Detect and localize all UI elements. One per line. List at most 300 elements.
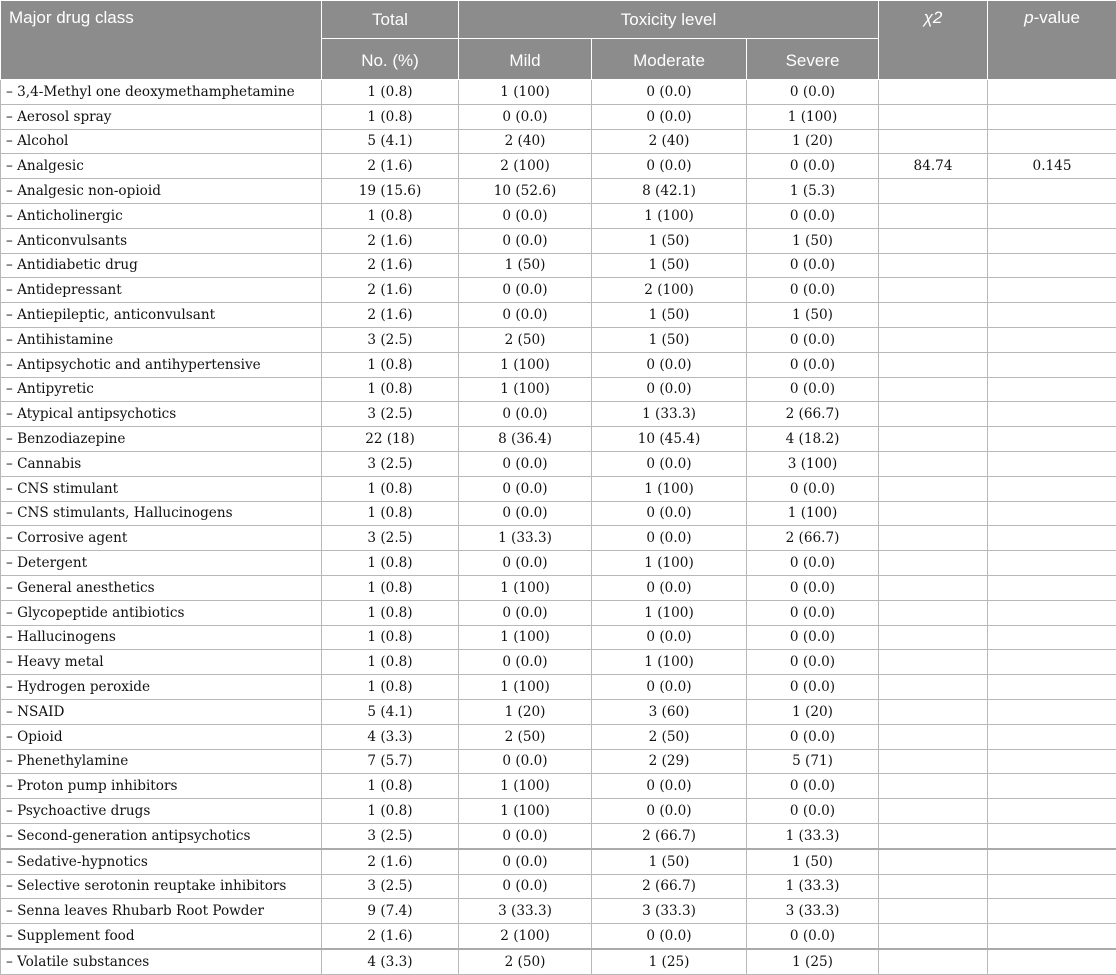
- cell-moderate: 0 (0.0): [592, 501, 747, 526]
- table-row: [1, 278, 1116, 303]
- cell-chi2: [879, 799, 988, 824]
- cell-mild: 8 (36.4): [459, 427, 592, 452]
- cell-moderate: 2 (40): [592, 129, 747, 154]
- cell-mild: 0 (0.0): [459, 104, 592, 129]
- header-toxicity-level: Toxicity level: [459, 1, 879, 39]
- cell-chi2: [879, 253, 988, 278]
- cell-moderate: 3 (60): [592, 699, 747, 724]
- cell-total: 1 (0.8): [322, 377, 459, 402]
- table-row: [1, 575, 1116, 600]
- table-row: [1, 551, 1116, 576]
- cell-total: 1 (0.8): [322, 80, 459, 105]
- cell-drug-class: – Proton pump inhibitors: [1, 774, 322, 799]
- cell-moderate: 1 (100): [592, 551, 747, 576]
- table-row: [1, 377, 1116, 402]
- cell-total: 1 (0.8): [322, 799, 459, 824]
- cell-p-value: [988, 874, 1116, 899]
- cell-severe: 1 (100): [747, 501, 879, 526]
- cell-drug-class: – General anesthetics: [1, 575, 322, 600]
- cell-severe: 0 (0.0): [747, 551, 879, 576]
- table-row: [1, 749, 1116, 774]
- cell-drug-class: – Anticonvulsants: [1, 228, 322, 253]
- cell-chi2: [879, 526, 988, 551]
- cell-total: 5 (4.1): [322, 129, 459, 154]
- cell-p-value: [988, 402, 1116, 427]
- cell-moderate: 1 (100): [592, 650, 747, 675]
- cell-chi2: [879, 600, 988, 625]
- cell-mild: 1 (100): [459, 377, 592, 402]
- table-row: [1, 154, 1116, 179]
- cell-moderate: 1 (50): [592, 228, 747, 253]
- cell-severe: 0 (0.0): [747, 352, 879, 377]
- table-row: [1, 899, 1116, 924]
- cell-drug-class: – Antipsychotic and antihypertensive: [1, 352, 322, 377]
- cell-total: 2 (1.6): [322, 154, 459, 179]
- cell-drug-class: – Hydrogen peroxide: [1, 675, 322, 700]
- cell-total: 3 (2.5): [322, 874, 459, 899]
- cell-drug-class: – Atypical antipsychotics: [1, 402, 322, 427]
- cell-p-value: [988, 253, 1116, 278]
- cell-drug-class: – Antihistamine: [1, 327, 322, 352]
- cell-moderate: 1 (50): [592, 303, 747, 328]
- cell-severe: 0 (0.0): [747, 278, 879, 303]
- header-p-value: [988, 1, 1116, 80]
- cell-total: 19 (15.6): [322, 179, 459, 204]
- cell-total: 2 (1.6): [322, 849, 459, 874]
- table-row: [1, 924, 1116, 949]
- cell-moderate: 0 (0.0): [592, 774, 747, 799]
- cell-drug-class: – Glycopeptide antibiotics: [1, 600, 322, 625]
- cell-chi2: 84.74: [879, 154, 988, 179]
- table-row: [1, 823, 1116, 848]
- cell-chi2: [879, 129, 988, 154]
- cell-drug-class: – Sedative-hypnotics: [1, 849, 322, 874]
- cell-mild: 2 (40): [459, 129, 592, 154]
- cell-severe: 2 (66.7): [747, 526, 879, 551]
- cell-moderate: 1 (100): [592, 600, 747, 625]
- cell-p-value: [988, 327, 1116, 352]
- cell-p-value: [988, 501, 1116, 526]
- cell-severe: 3 (100): [747, 451, 879, 476]
- table-row: [1, 724, 1116, 749]
- cell-mild: 1 (100): [459, 575, 592, 600]
- cell-p-value: [988, 949, 1116, 974]
- cell-total: 1 (0.8): [322, 203, 459, 228]
- cell-p-value: [988, 699, 1116, 724]
- cell-moderate: 2 (100): [592, 278, 747, 303]
- cell-chi2: [879, 451, 988, 476]
- cell-severe: 1 (50): [747, 849, 879, 874]
- cell-mild: 2 (50): [459, 724, 592, 749]
- cell-severe: 1 (20): [747, 699, 879, 724]
- cell-chi2: [879, 303, 988, 328]
- cell-drug-class: – Antipyretic: [1, 377, 322, 402]
- cell-p-value: [988, 823, 1116, 848]
- table-row: [1, 874, 1116, 899]
- cell-severe: 2 (66.7): [747, 402, 879, 427]
- cell-drug-class: – NSAID: [1, 699, 322, 724]
- cell-p-value: [988, 129, 1116, 154]
- cell-chi2: [879, 104, 988, 129]
- cell-p-value: [988, 228, 1116, 253]
- cell-chi2: [879, 476, 988, 501]
- cell-severe: 3 (33.3): [747, 899, 879, 924]
- table-row: [1, 849, 1116, 874]
- cell-severe: 0 (0.0): [747, 80, 879, 105]
- cell-total: 1 (0.8): [322, 551, 459, 576]
- cell-chi2: [879, 625, 988, 650]
- cell-p-value: [988, 179, 1116, 204]
- cell-total: 1 (0.8): [322, 675, 459, 700]
- cell-total: 9 (7.4): [322, 899, 459, 924]
- cell-total: 3 (2.5): [322, 823, 459, 848]
- cell-chi2: [879, 874, 988, 899]
- table-row: [1, 774, 1116, 799]
- cell-severe: 4 (18.2): [747, 427, 879, 452]
- cell-chi2: [879, 551, 988, 576]
- table-row: [1, 526, 1116, 551]
- header-p-label: p: [1024, 8, 1033, 27]
- cell-mild: 0 (0.0): [459, 278, 592, 303]
- cell-moderate: 10 (45.4): [592, 427, 747, 452]
- cell-p-value: [988, 600, 1116, 625]
- cell-mild: 3 (33.3): [459, 899, 592, 924]
- cell-total: 22 (18): [322, 427, 459, 452]
- cell-severe: 0 (0.0): [747, 625, 879, 650]
- cell-moderate: 1 (100): [592, 203, 747, 228]
- cell-mild: 1 (50): [459, 253, 592, 278]
- cell-total: 1 (0.8): [322, 104, 459, 129]
- cell-p-value: [988, 80, 1116, 105]
- cell-mild: 2 (100): [459, 154, 592, 179]
- cell-mild: 0 (0.0): [459, 650, 592, 675]
- cell-drug-class: – CNS stimulants, Hallucinogens: [1, 501, 322, 526]
- cell-drug-class: – Analgesic non-opioid: [1, 179, 322, 204]
- cell-mild: 1 (100): [459, 625, 592, 650]
- cell-total: 2 (1.6): [322, 924, 459, 949]
- cell-drug-class: – Antidepressant: [1, 278, 322, 303]
- cell-moderate: 3 (33.3): [592, 899, 747, 924]
- cell-chi2: [879, 774, 988, 799]
- cell-moderate: 1 (50): [592, 327, 747, 352]
- cell-total: 1 (0.8): [322, 352, 459, 377]
- cell-mild: 2 (50): [459, 327, 592, 352]
- cell-p-value: [988, 526, 1116, 551]
- cell-severe: 0 (0.0): [747, 650, 879, 675]
- cell-moderate: 1 (100): [592, 476, 747, 501]
- table-row: [1, 303, 1116, 328]
- header-p-suffix: -value: [1034, 8, 1080, 27]
- cell-p-value: [988, 303, 1116, 328]
- cell-p-value: [988, 551, 1116, 576]
- cell-mild: 1 (100): [459, 774, 592, 799]
- cell-chi2: [879, 278, 988, 303]
- cell-drug-class: – Selective serotonin reuptake inhibitors: [1, 874, 322, 899]
- cell-mild: 0 (0.0): [459, 203, 592, 228]
- cell-severe: 0 (0.0): [747, 675, 879, 700]
- table-row: [1, 799, 1116, 824]
- cell-drug-class: – Supplement food: [1, 924, 322, 949]
- cell-total: 4 (3.3): [322, 724, 459, 749]
- cell-p-value: [988, 104, 1116, 129]
- cell-severe: 1 (50): [747, 228, 879, 253]
- cell-total: 1 (0.8): [322, 600, 459, 625]
- cell-drug-class: – Anticholinergic: [1, 203, 322, 228]
- cell-p-value: [988, 575, 1116, 600]
- cell-total: 1 (0.8): [322, 650, 459, 675]
- cell-chi2: [879, 427, 988, 452]
- header-mild: Mild: [459, 39, 592, 80]
- cell-drug-class: – CNS stimulant: [1, 476, 322, 501]
- cell-total: 2 (1.6): [322, 253, 459, 278]
- cell-mild: 0 (0.0): [459, 600, 592, 625]
- cell-severe: 0 (0.0): [747, 799, 879, 824]
- cell-mild: 0 (0.0): [459, 303, 592, 328]
- cell-chi2: [879, 575, 988, 600]
- table-row: [1, 650, 1116, 675]
- cell-p-value: [988, 849, 1116, 874]
- table-row: [1, 476, 1116, 501]
- cell-chi2: [879, 203, 988, 228]
- table-row: [1, 129, 1116, 154]
- cell-drug-class: – Corrosive agent: [1, 526, 322, 551]
- cell-chi2: [879, 179, 988, 204]
- cell-mild: 0 (0.0): [459, 551, 592, 576]
- cell-chi2: [879, 501, 988, 526]
- table-row: [1, 699, 1116, 724]
- table-row: [1, 427, 1116, 452]
- cell-mild: 10 (52.6): [459, 179, 592, 204]
- table-row: [1, 203, 1116, 228]
- cell-severe: 1 (25): [747, 949, 879, 974]
- cell-moderate: 2 (29): [592, 749, 747, 774]
- cell-drug-class: – Second-generation antipsychotics: [1, 823, 322, 848]
- cell-p-value: [988, 476, 1116, 501]
- cell-p-value: [988, 675, 1116, 700]
- cell-drug-class: – Detergent: [1, 551, 322, 576]
- cell-drug-class: – Antidiabetic drug: [1, 253, 322, 278]
- table-row: [1, 949, 1116, 974]
- cell-moderate: 1 (50): [592, 849, 747, 874]
- cell-chi2: [879, 924, 988, 949]
- cell-moderate: 0 (0.0): [592, 799, 747, 824]
- cell-drug-class: – 3,4-Methyl one deoxymethamphetamine: [1, 80, 322, 105]
- cell-total: 2 (1.6): [322, 303, 459, 328]
- cell-moderate: 1 (50): [592, 253, 747, 278]
- cell-severe: 0 (0.0): [747, 774, 879, 799]
- cell-p-value: [988, 278, 1116, 303]
- cell-severe: 5 (71): [747, 749, 879, 774]
- cell-drug-class: – Alcohol: [1, 129, 322, 154]
- cell-moderate: 0 (0.0): [592, 352, 747, 377]
- header-moderate: Moderate: [592, 39, 747, 80]
- cell-p-value: [988, 749, 1116, 774]
- cell-moderate: 0 (0.0): [592, 80, 747, 105]
- cell-drug-class: – Phenethylamine: [1, 749, 322, 774]
- cell-chi2: [879, 823, 988, 848]
- cell-chi2: [879, 80, 988, 105]
- cell-chi2: [879, 749, 988, 774]
- cell-mild: 1 (100): [459, 80, 592, 105]
- cell-p-value: 0.145: [988, 154, 1116, 179]
- cell-total: 2 (1.6): [322, 278, 459, 303]
- cell-p-value: [988, 203, 1116, 228]
- cell-severe: 1 (100): [747, 104, 879, 129]
- cell-drug-class: – Analgesic: [1, 154, 322, 179]
- table-row: [1, 501, 1116, 526]
- cell-total: 1 (0.8): [322, 575, 459, 600]
- cell-p-value: [988, 427, 1116, 452]
- cell-severe: 0 (0.0): [747, 924, 879, 949]
- cell-moderate: 0 (0.0): [592, 104, 747, 129]
- cell-p-value: [988, 924, 1116, 949]
- cell-severe: 1 (20): [747, 129, 879, 154]
- cell-drug-class: – Volatile substances: [1, 949, 322, 974]
- cell-severe: 1 (33.3): [747, 823, 879, 848]
- table-row: [1, 228, 1116, 253]
- cell-moderate: 0 (0.0): [592, 154, 747, 179]
- cell-drug-class: – Senna leaves Rhubarb Root Powder: [1, 899, 322, 924]
- table-row: [1, 253, 1116, 278]
- cell-drug-class: – Opioid: [1, 724, 322, 749]
- cell-chi2: [879, 949, 988, 974]
- cell-moderate: 8 (42.1): [592, 179, 747, 204]
- cell-p-value: [988, 899, 1116, 924]
- cell-p-value: [988, 377, 1116, 402]
- cell-chi2: [879, 327, 988, 352]
- cell-chi2: [879, 228, 988, 253]
- table-row: [1, 625, 1116, 650]
- cell-moderate: 0 (0.0): [592, 377, 747, 402]
- cell-chi2: [879, 377, 988, 402]
- cell-mild: 0 (0.0): [459, 749, 592, 774]
- cell-drug-class: – Aerosol spray: [1, 104, 322, 129]
- cell-drug-class: – Cannabis: [1, 451, 322, 476]
- cell-mild: 2 (50): [459, 949, 592, 974]
- cell-moderate: 2 (66.7): [592, 823, 747, 848]
- cell-mild: 1 (20): [459, 699, 592, 724]
- cell-mild: 0 (0.0): [459, 228, 592, 253]
- cell-drug-class: – Benzodiazepine: [1, 427, 322, 452]
- cell-mild: 2 (100): [459, 924, 592, 949]
- cell-moderate: 0 (0.0): [592, 675, 747, 700]
- cell-moderate: 2 (50): [592, 724, 747, 749]
- table-body: [1, 80, 1116, 975]
- cell-severe: 0 (0.0): [747, 724, 879, 749]
- header-no-pct: No. (%): [322, 39, 459, 80]
- cell-moderate: 0 (0.0): [592, 625, 747, 650]
- cell-total: 3 (2.5): [322, 451, 459, 476]
- cell-moderate: 1 (33.3): [592, 402, 747, 427]
- cell-total: 7 (5.7): [322, 749, 459, 774]
- cell-severe: 0 (0.0): [747, 154, 879, 179]
- table-header: [1, 1, 1116, 80]
- cell-chi2: [879, 675, 988, 700]
- cell-chi2: [879, 724, 988, 749]
- cell-p-value: [988, 352, 1116, 377]
- table-row: [1, 80, 1116, 105]
- cell-mild: 0 (0.0): [459, 501, 592, 526]
- cell-mild: 1 (33.3): [459, 526, 592, 551]
- table-row: [1, 451, 1116, 476]
- cell-drug-class: – Hallucinogens: [1, 625, 322, 650]
- cell-total: 2 (1.6): [322, 228, 459, 253]
- cell-total: 1 (0.8): [322, 501, 459, 526]
- cell-severe: 0 (0.0): [747, 203, 879, 228]
- cell-severe: 0 (0.0): [747, 476, 879, 501]
- cell-mild: 0 (0.0): [459, 451, 592, 476]
- cell-total: 1 (0.8): [322, 625, 459, 650]
- cell-mild: 0 (0.0): [459, 476, 592, 501]
- header-severe: Severe: [747, 39, 879, 80]
- cell-drug-class: – Heavy metal: [1, 650, 322, 675]
- cell-severe: 0 (0.0): [747, 600, 879, 625]
- header-chi2: [879, 1, 988, 80]
- cell-total: 5 (4.1): [322, 699, 459, 724]
- cell-moderate: 0 (0.0): [592, 451, 747, 476]
- cell-severe: 0 (0.0): [747, 327, 879, 352]
- cell-mild: 0 (0.0): [459, 849, 592, 874]
- cell-moderate: 1 (25): [592, 949, 747, 974]
- table-row: [1, 402, 1116, 427]
- table-row: [1, 600, 1116, 625]
- cell-p-value: [988, 625, 1116, 650]
- table-row: [1, 352, 1116, 377]
- cell-severe: 1 (5.3): [747, 179, 879, 204]
- header-drug-class: Major drug class: [1, 1, 322, 80]
- cell-chi2: [879, 352, 988, 377]
- cell-severe: 0 (0.0): [747, 377, 879, 402]
- cell-drug-class: – Psychoactive drugs: [1, 799, 322, 824]
- table-row: [1, 104, 1116, 129]
- cell-total: 1 (0.8): [322, 476, 459, 501]
- table-row: [1, 675, 1116, 700]
- cell-mild: 0 (0.0): [459, 823, 592, 848]
- cell-chi2: [879, 402, 988, 427]
- cell-moderate: 0 (0.0): [592, 924, 747, 949]
- cell-mild: 1 (100): [459, 352, 592, 377]
- cell-total: 3 (2.5): [322, 327, 459, 352]
- cell-chi2: [879, 699, 988, 724]
- cell-chi2: [879, 650, 988, 675]
- cell-severe: 0 (0.0): [747, 253, 879, 278]
- cell-chi2: [879, 899, 988, 924]
- cell-p-value: [988, 799, 1116, 824]
- header-chi2-label: χ2: [924, 8, 943, 27]
- cell-severe: 0 (0.0): [747, 575, 879, 600]
- cell-p-value: [988, 451, 1116, 476]
- cell-p-value: [988, 650, 1116, 675]
- cell-total: 3 (2.5): [322, 526, 459, 551]
- cell-mild: 1 (100): [459, 799, 592, 824]
- cell-mild: 0 (0.0): [459, 874, 592, 899]
- cell-moderate: 0 (0.0): [592, 575, 747, 600]
- cell-p-value: [988, 774, 1116, 799]
- cell-mild: 1 (100): [459, 675, 592, 700]
- cell-drug-class: – Antiepileptic, anticonvulsant: [1, 303, 322, 328]
- cell-mild: 0 (0.0): [459, 402, 592, 427]
- cell-total: 4 (3.3): [322, 949, 459, 974]
- table-row: [1, 179, 1116, 204]
- cell-chi2: [879, 849, 988, 874]
- cell-severe: 1 (50): [747, 303, 879, 328]
- cell-total: 1 (0.8): [322, 774, 459, 799]
- cell-severe: 1 (33.3): [747, 874, 879, 899]
- cell-moderate: 2 (66.7): [592, 874, 747, 899]
- cell-moderate: 0 (0.0): [592, 526, 747, 551]
- cell-p-value: [988, 724, 1116, 749]
- cell-total: 3 (2.5): [322, 402, 459, 427]
